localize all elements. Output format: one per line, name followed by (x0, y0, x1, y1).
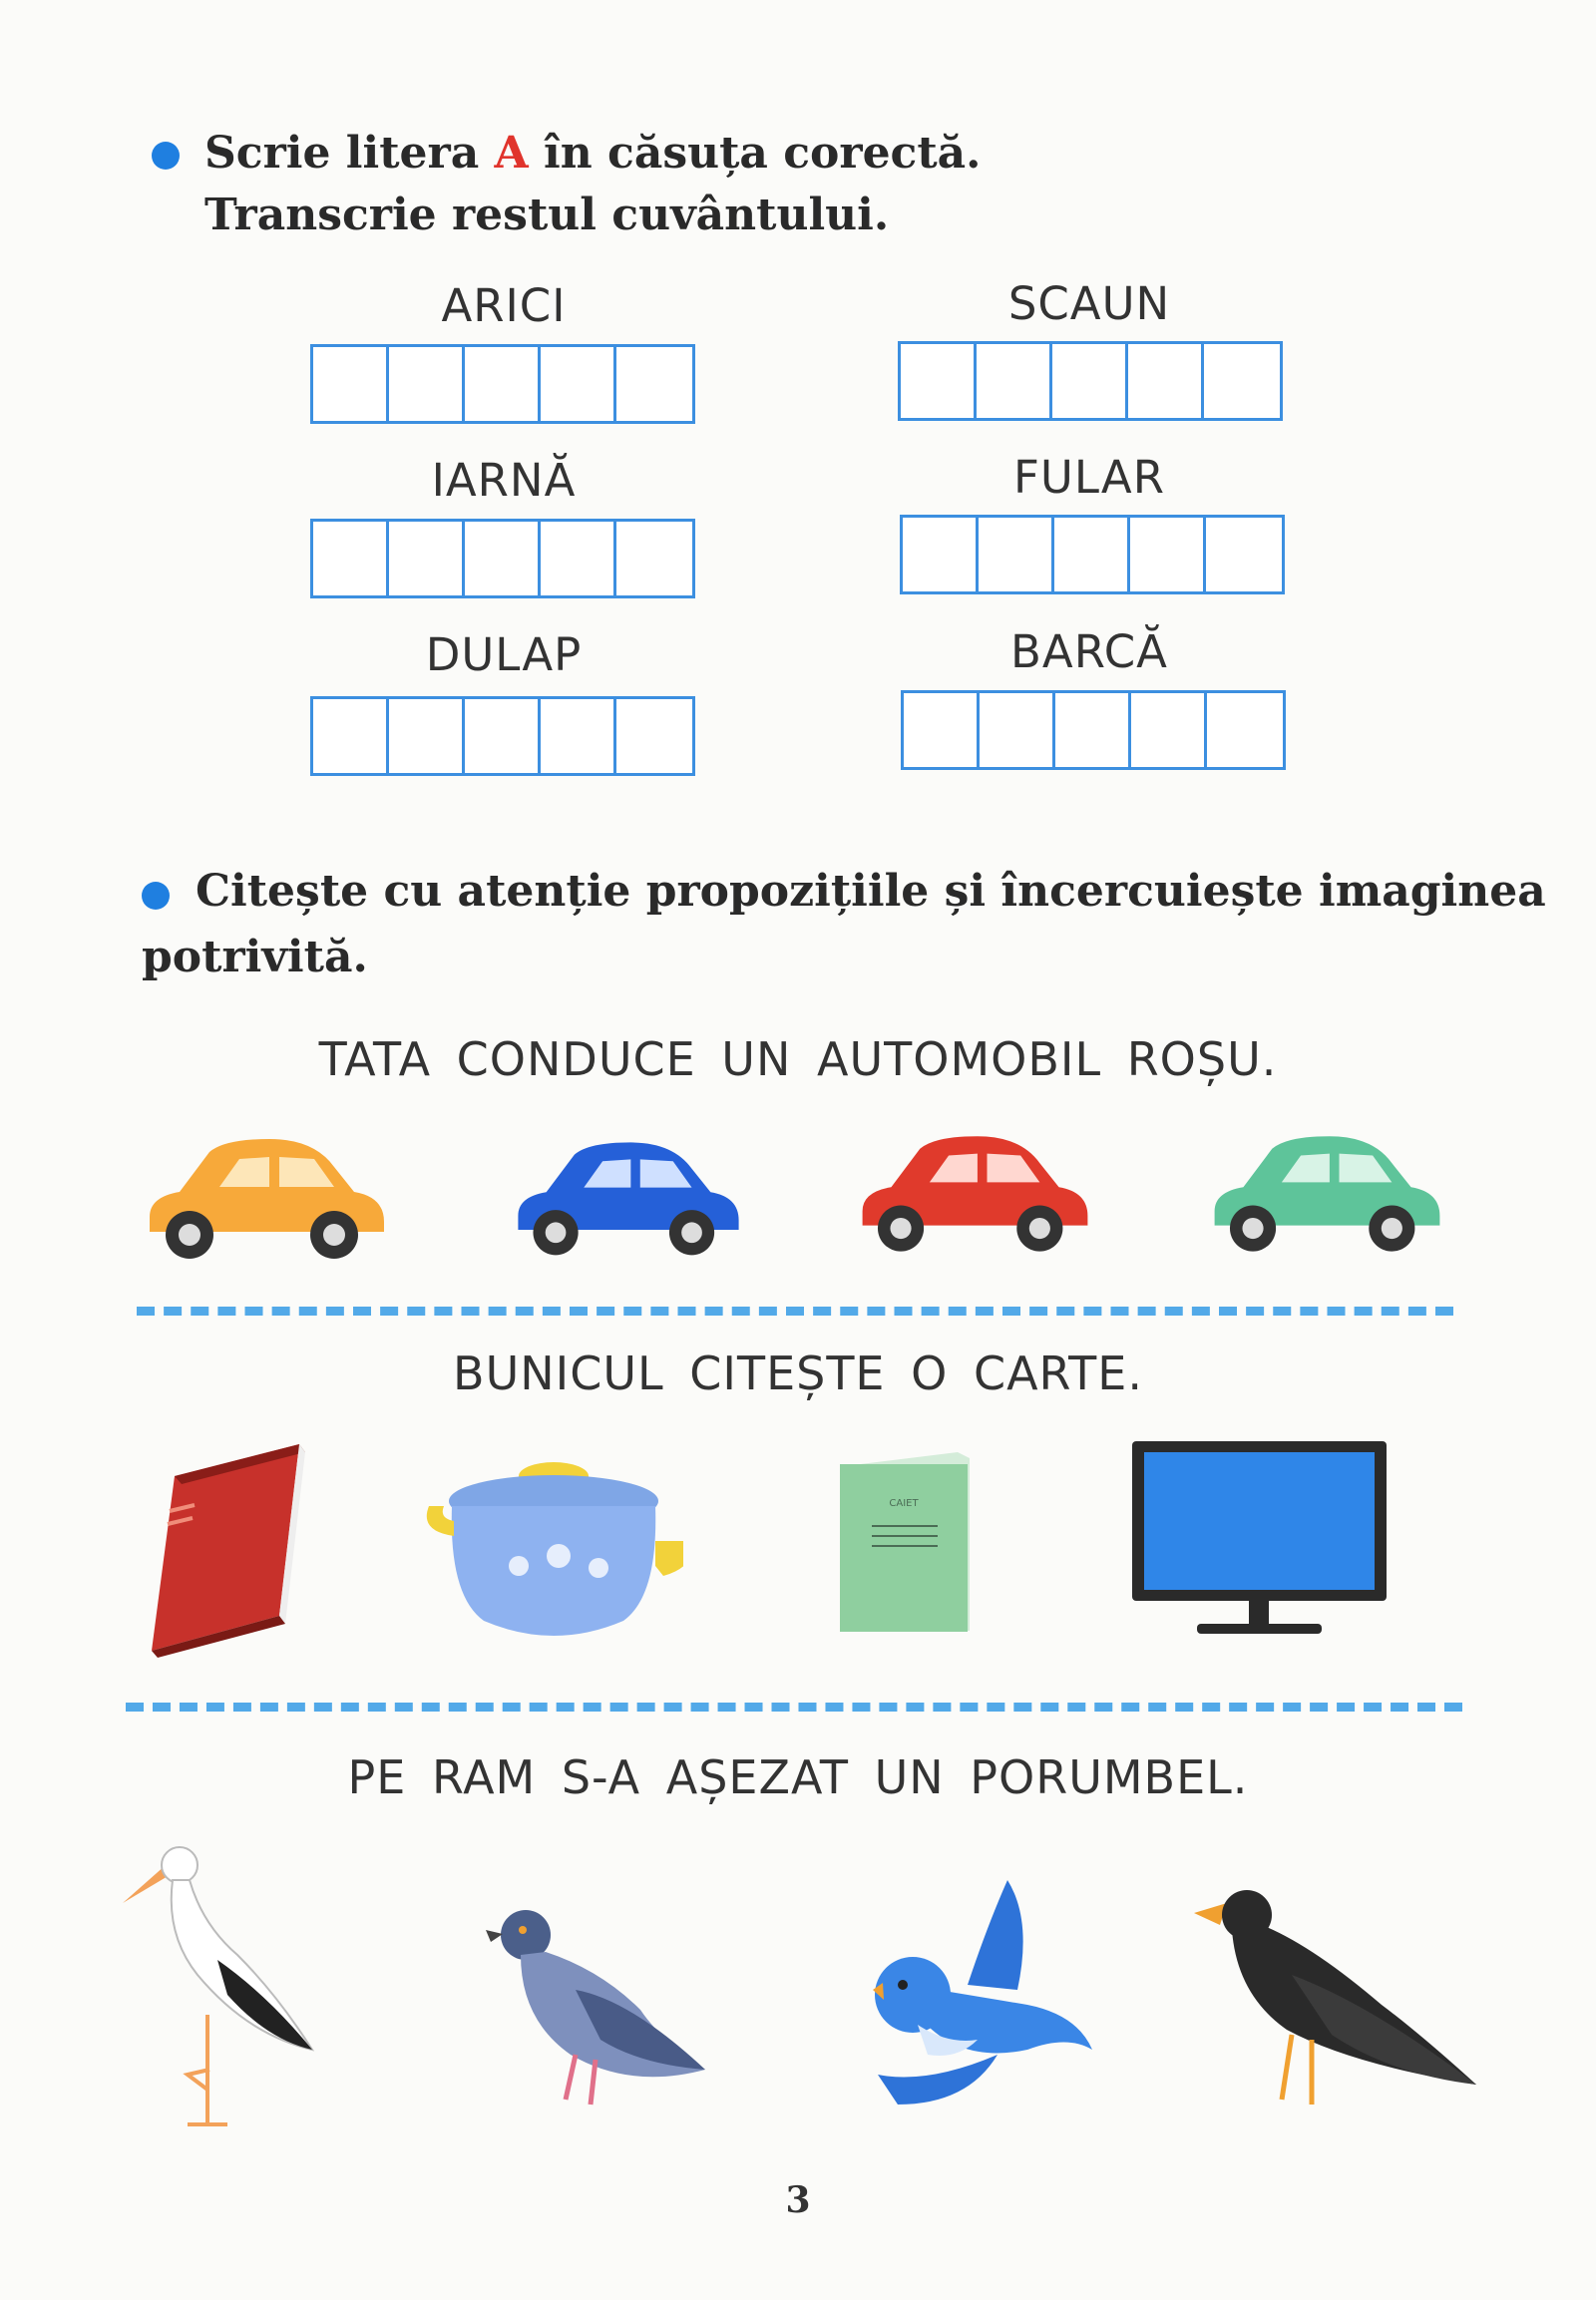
word-label: BARCĂ (1010, 625, 1168, 678)
letter-boxes[interactable] (310, 519, 695, 598)
letter-boxes[interactable] (310, 344, 695, 424)
bluebird-icon[interactable] (858, 1875, 1097, 2114)
word-label: SCAUN (1007, 277, 1171, 330)
letter-boxes[interactable] (898, 341, 1283, 421)
instruction-2-line-2: potrivită. (142, 932, 368, 982)
notebook-label: CAIET (889, 1498, 919, 1509)
dashed-divider (126, 1703, 1462, 1712)
word-label: ARICI (441, 279, 567, 332)
orange-car-icon[interactable] (140, 1127, 394, 1267)
pigeon-icon[interactable] (481, 1890, 720, 2119)
instruction-1-line-2: Transcrie restul cuvântului. (204, 190, 890, 240)
word-label: DULAP (425, 628, 583, 681)
blue-pot-icon[interactable] (424, 1446, 683, 1646)
blue-car-icon[interactable] (509, 1127, 748, 1267)
highlight-letter: A (494, 128, 529, 179)
word-label: FULAR (1013, 451, 1165, 504)
instruction-1-line-1: Scrie litera A în căsuța corectă. (204, 128, 982, 179)
bullet-icon (152, 142, 180, 170)
word-label: IARNĂ (431, 454, 577, 507)
page-number: 3 (785, 2179, 811, 2221)
monitor-icon[interactable] (1127, 1436, 1392, 1656)
bullet-icon (142, 882, 170, 910)
sentence-1: TATA CONDUCE UN AUTOMOBIL ROȘU. (318, 1032, 1278, 1086)
stork-icon[interactable] (118, 1825, 327, 2134)
sentence-2: BUNICUL CITEȘTE O CARTE. (453, 1346, 1143, 1400)
letter-boxes[interactable] (901, 690, 1286, 770)
red-car-icon[interactable] (853, 1122, 1097, 1262)
blackbird-icon[interactable] (1192, 1875, 1481, 2114)
green-car-icon[interactable] (1205, 1122, 1449, 1262)
letter-boxes[interactable] (310, 696, 695, 776)
letter-boxes[interactable] (900, 515, 1285, 594)
dashed-divider (137, 1307, 1453, 1316)
red-book-icon[interactable] (140, 1436, 309, 1666)
sentence-3: PE RAM S-A AȘEZAT UN PORUMBEL. (347, 1750, 1249, 1804)
instruction-2-line-1: Citește cu atenție propozițiile și încercuiește imaginea (196, 866, 1546, 917)
green-notebook-icon[interactable] (838, 1446, 978, 1636)
